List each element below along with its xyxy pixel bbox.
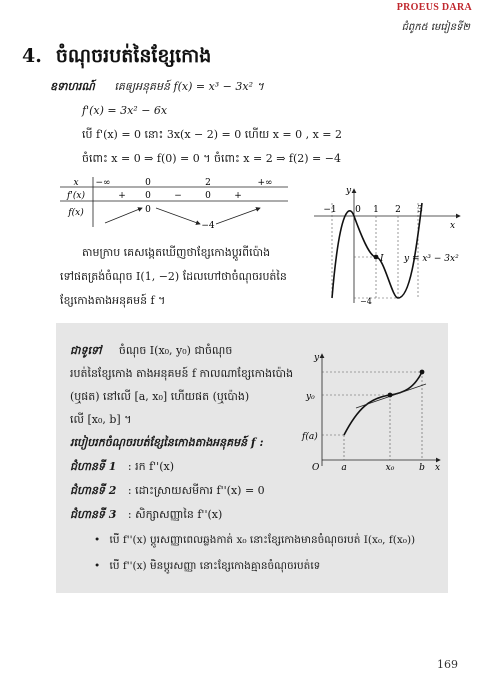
box-bullet [94, 560, 320, 575]
corner-tag: PROEUS DARA [396, 2, 472, 13]
table-x-value: −∞ [95, 178, 111, 188]
table-sign: + [234, 191, 242, 201]
box-method-title: របៀបរកចំណុចរបត់ខ្សែនៃកោងតាងអនុគមន៍ f : [70, 436, 264, 449]
chapter-crumb: ជំពូក៥ មេរៀនទី២ [401, 22, 470, 33]
cubic-graph [300, 183, 470, 308]
box-title-line [70, 344, 232, 360]
graph1-tick: 0 [355, 205, 361, 215]
section-number: 4. [22, 45, 42, 67]
step-label: ជំហានទី 1 [70, 460, 117, 473]
table-x-value: 0 [145, 178, 151, 188]
table-sign: 0 [145, 191, 151, 201]
graph2-fa-label: f(a) [302, 432, 318, 442]
graph1-tick: 3 [417, 205, 423, 215]
step-text: : ដោះស្រាយសមីការ f''(x) = 0 [127, 484, 265, 497]
table-x-value: +∞ [257, 178, 273, 188]
graph1-curve-label: y = x³ − 3x² [404, 254, 459, 264]
variation-table [60, 175, 290, 235]
graph2-tick-a: a [341, 463, 347, 473]
graph2-x-label: x [435, 463, 441, 473]
values-line: ចំពោះ x = 0 ⇒ f(0) = 0 ។ ចំពោះ x = 2 ⇒ f(2) = −4 [82, 152, 341, 165]
explain-line: តាមក្រាប គេសង្កេតឃើញថាខ្សែកោងប្តូរពីប៉ោង [82, 246, 271, 259]
box-def-line: ចំណុច I(x₀, y₀) ជាចំណុច [118, 344, 233, 357]
explain-line: ខ្សែកោងតាងអនុគមន៍ f ។ [60, 294, 166, 307]
example-intro-line [50, 80, 264, 96]
graph1-bottom-label: −4 [360, 297, 372, 306]
inflection-graph [300, 348, 446, 473]
table-row-fp: f'(x) [67, 191, 85, 201]
table-x-value: 2 [205, 178, 211, 188]
bullet-text: បើ f''(x) ប្តូរសញ្ញាពេលឆ្លងកាត់ x₀ នោះខ្សែកោងមានចំណុចរបត់ I(x₀, f(x₀)) [109, 534, 416, 546]
page-number: 169 [437, 658, 458, 671]
table-row-x: x [73, 178, 79, 188]
step-text: : សិក្សាសញ្ញានៃ f''(x) [127, 508, 223, 521]
step-label: ជំហានទី 3 [70, 508, 117, 521]
graph1-tick: −1 [323, 205, 337, 215]
box-title: ជាទូទៅ [70, 344, 102, 357]
box-def-line: របត់នៃខ្សែកោង តាងអនុគមន៍ f កាលណាខ្សែកោងប៉ោង [70, 367, 294, 380]
graph1-tick: 1 [373, 205, 379, 215]
box-step [70, 508, 222, 524]
table-f-value: −4 [201, 221, 215, 231]
step-text: : រក f''(x) [127, 460, 174, 473]
explain-line: ទៅផតត្រង់ចំណុច I(1, −2) ដែលហៅថាចំណុចរបត់នៃ [60, 270, 287, 283]
section-title [22, 44, 211, 72]
table-sign: 0 [205, 191, 211, 201]
bullet-dot-icon: • [94, 560, 101, 572]
graph1-y-label: y [346, 186, 352, 196]
table-f-value: 0 [145, 205, 151, 215]
graph2-tick-b: b [419, 463, 425, 473]
step-label: ជំហានទី 2 [70, 484, 117, 497]
box-step [70, 484, 265, 500]
critical-points-line: បើ f'(x) = 0 នោះ 3x(x − 2) = 0 ហើយ x = 0 , x = 2 [82, 128, 343, 141]
example-label: ឧទាហរណ៍ [50, 80, 95, 93]
example-intro: គេឲ្យអនុគមន៍ f(x) = x³ − 3x² ។ [114, 80, 264, 93]
bullet-dot-icon: • [94, 534, 101, 546]
table-sign: − [174, 191, 182, 201]
graph1-tick: 2 [395, 205, 401, 215]
section-title-text: ចំណុចរបត់នៃខ្សែកោង [55, 45, 212, 67]
derivative-line: f'(x) = 3x² − 6x [82, 104, 168, 117]
bullet-text: បើ f''(x) មិនប្តូរសញ្ញា នោះខ្សែកោងគ្មានចំណុចរបត់ទេ [109, 560, 321, 572]
box-step [70, 460, 174, 476]
graph2-y0-label: y₀ [306, 392, 315, 402]
graph1-point-label: I [380, 254, 384, 264]
graph2-y-label: y [314, 353, 320, 363]
graph2-origin: O [312, 463, 320, 473]
box-bullet [94, 534, 415, 549]
box-def-line: (ឬផត) នៅលើ [a, x₀] ហើយផត (ឬប៉ោង) [70, 390, 250, 403]
table-sign: + [118, 191, 126, 201]
table-row-f: f(x) [68, 208, 84, 218]
box-def-line: លើ [x₀, b] ។ [70, 413, 132, 426]
graph2-tick-x0: x₀ [385, 463, 395, 473]
graph1-x-label: x [450, 221, 456, 231]
